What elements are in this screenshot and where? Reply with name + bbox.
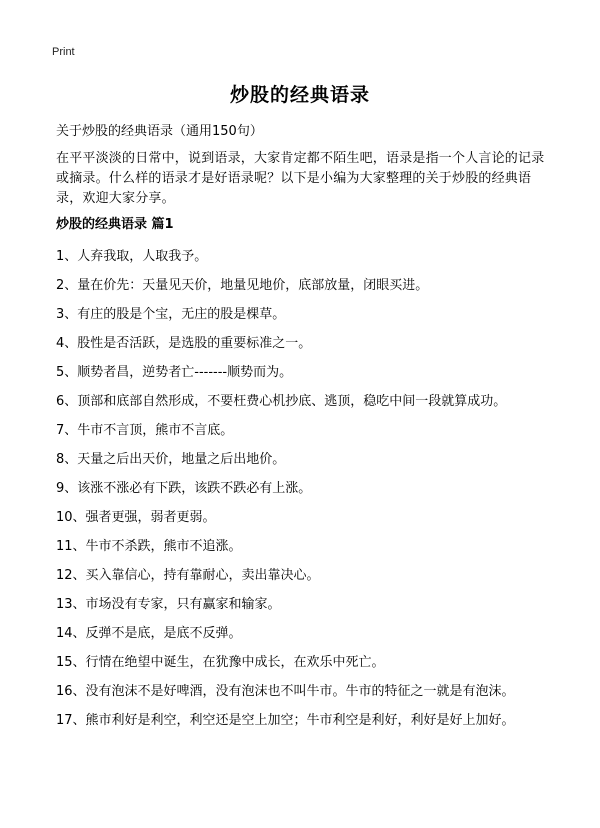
list-item: 12、买入靠信心，持有靠耐心，卖出靠决心。 [56,568,320,583]
list-item: 10、强者更强，弱者更弱。 [56,510,216,525]
intro-paragraph: 在平平淡淡的日常中，说到语录，大家肯定都不陌生吧，语录是指一个人言论的记录或摘录。什么样的语录才是好语录呢？以下是小编为大家整理的关于炒股的经典语录，欢迎大家分享。 [56,151,545,206]
list-item: 11、牛市不杀跌，熊市不追涨。 [56,539,242,554]
list-item: 17、熊市利好是利空，利空还是空上加空；牛市利空是利好，利好是好上加好。 [56,713,515,728]
list-item: 13、市场没有专家，只有赢家和输家。 [56,597,281,612]
list-item: 2、量在价先：天量见天价，地量见地价，底部放量，闭眼买进。 [56,278,429,293]
list-item: 5、顺势者昌，逆势者亡-------顺势而为。 [56,365,293,380]
list-item: 6、顶部和底部自然形成，不要枉费心机抄底、逃顶，稳吃中间一段就算成功。 [56,394,507,409]
list-item: 14、反弹不是底，是底不反弹。 [56,626,242,641]
list-item: 4、股性是否活跃，是选股的重要标准之一。 [56,336,312,351]
subtitle: 关于炒股的经典语录（通用150句） [56,124,263,139]
list-item: 7、牛市不言顶，熊市不言底。 [56,423,234,438]
list-item: 3、有庄的股是个宝，无庄的股是棵草。 [56,307,286,322]
list-item: 8、天量之后出天价，地量之后出地价。 [56,452,286,467]
list-item: 15、行情在绝望中诞生，在犹豫中成长，在欢乐中死亡。 [56,655,385,670]
list-item: 16、没有泡沫不是好啤酒，没有泡沫也不叫牛市。牛市的特征之一就是有泡沫。 [56,684,515,699]
print-link[interactable]: Print [52,46,75,58]
page-title: 炒股的经典语录 [229,84,370,106]
list-item: 9、该涨不涨必有下跌，该跌不跌必有上涨。 [56,481,312,496]
quote-list [56,248,576,741]
list-item: 1、人弃我取，人取我予。 [56,249,208,264]
section-heading: 炒股的经典语录 篇1 [56,217,174,232]
